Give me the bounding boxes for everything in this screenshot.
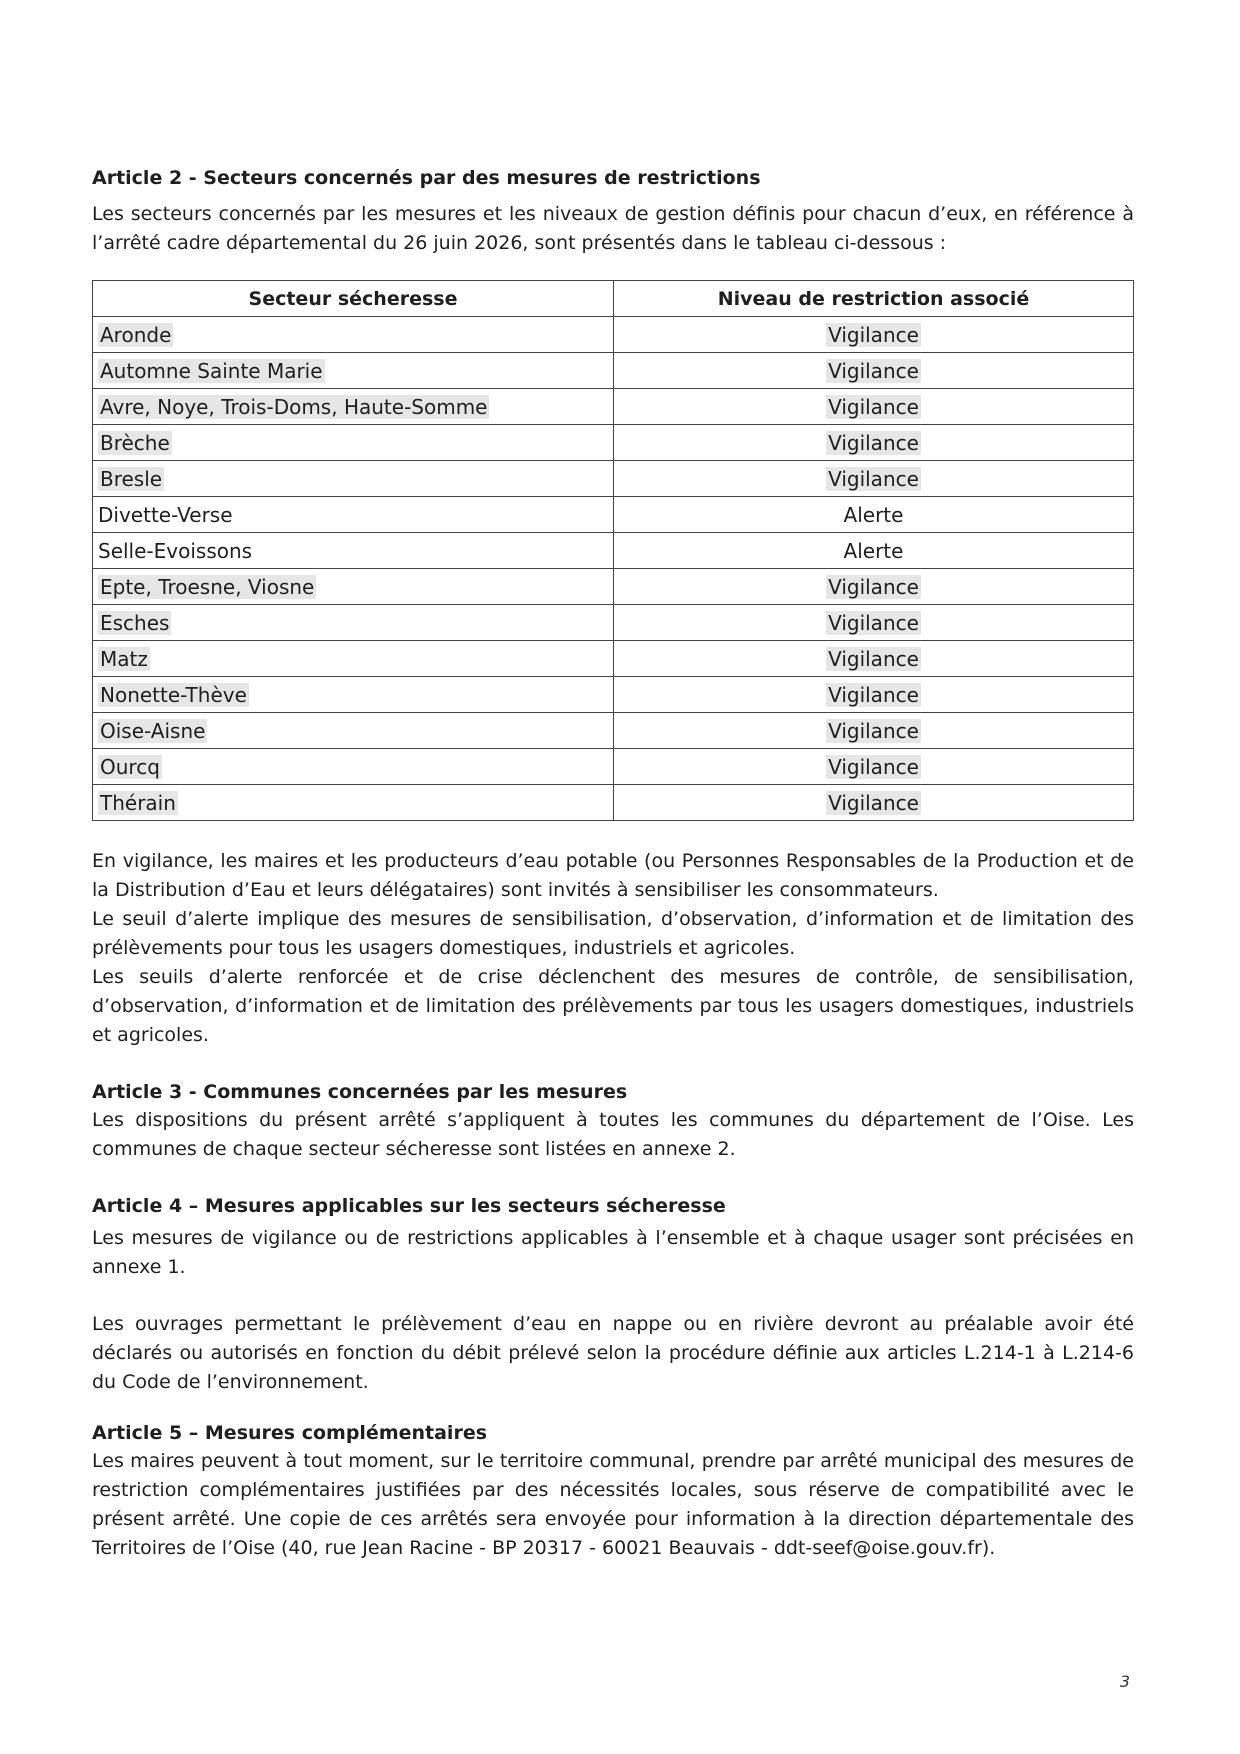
vigilance-paragraph: En vigilance, les maires et les producteurs d’eau potable (ou Personnes Responsables de la Production et de la Distribution d’Eau et leurs délégataires) sont invités à sensibiliser les consommateurs. xyxy=(92,850,1134,901)
alert-paragraph: Le seuil d’alerte implique des mesures de sensibilisation, d’observation, d’information et de limitation des prélèvements pour tous les usagers domestiques, industriels et agricoles. xyxy=(92,908,1134,959)
header-sector: Secteur sécheresse xyxy=(93,281,614,317)
table-row xyxy=(93,785,1134,821)
restriction-level: Vigilance xyxy=(828,574,919,599)
table-row xyxy=(93,497,1134,533)
article-3-heading: Article 3 - Communes concernées par les mesures xyxy=(92,1081,628,1103)
sector-name: Automne Sainte Marie xyxy=(100,358,323,383)
header-level: Niveau de restriction associé xyxy=(614,281,1134,317)
article-4-heading: Article 4 – Mesures applicables sur les secteurs sécheresse xyxy=(92,1195,726,1217)
table-row xyxy=(93,353,1134,389)
article-2-intro: Les secteurs concernés par les mesures et les niveaux de gestion définis pour chacun d’eux, en référence à l’arrêté cadre départemental du 26 juin 2026, sont présentés dans le tableau ci-dessous : xyxy=(92,203,1134,254)
restriction-level: Vigilance xyxy=(828,718,919,743)
article-5-text: Les maires peuvent à tout moment, sur le territoire communal, prendre par arrêté municipal des mesures de restriction complémentaires justifiées par des nécessités locales, sous réserve de compatibilité avec le présent arrêté. Une copie de ces arrêtés sera envoyée pour information à la direction départementale des Territoires de l’Oise (40, rue Jean Racine - BP 20317 - 60021 Beauvais - ddt-seef@oise.gouv.fr). xyxy=(92,1450,1134,1559)
restriction-level: Vigilance xyxy=(828,358,919,383)
article-3-text: Les dispositions du présent arrêté s’appliquent à toutes les communes du département de l’Oise. Les communes de chaque secteur sécheresse sont listées en annexe 2. xyxy=(92,1109,1134,1160)
restriction-level: Vigilance xyxy=(828,394,919,419)
sector-name: Aronde xyxy=(100,322,172,347)
table-header-row xyxy=(93,281,1134,317)
sector-name: Oise-Aisne xyxy=(100,718,206,743)
restriction-level: Vigilance xyxy=(828,790,919,815)
page-number: 3 xyxy=(1119,1672,1130,1691)
table-row xyxy=(93,461,1134,497)
table-row xyxy=(93,425,1134,461)
restriction-level: Vigilance xyxy=(828,754,919,779)
sector-name: Bresle xyxy=(100,466,163,491)
sector-name: Esches xyxy=(100,610,170,635)
restriction-level: Alerte xyxy=(843,502,904,527)
article-4-text-2: Les ouvrages permettant le prélèvement d’eau en nappe ou en rivière devront au préalable avoir été déclarés ou autorisés en fonction du débit prélevé selon la procédure définie aux articles L.214-1 à L.214-6 du Code de l’environnement. xyxy=(92,1313,1134,1393)
sector-name: Selle-Evoissons xyxy=(98,538,253,563)
table-row xyxy=(93,389,1134,425)
restriction-level: Vigilance xyxy=(828,646,919,671)
restriction-level: Vigilance xyxy=(828,682,919,707)
table-row xyxy=(93,713,1134,749)
table-row xyxy=(93,605,1134,641)
article-4-text-1: Les mesures de vigilance ou de restrictions applicables à l’ensemble et à chaque usager sont précisées en annexe 1. xyxy=(92,1227,1134,1278)
document-page xyxy=(92,164,1134,1563)
table-row xyxy=(93,533,1134,569)
restriction-level: Vigilance xyxy=(828,466,919,491)
sector-name: Matz xyxy=(100,646,148,671)
sector-name: Ourcq xyxy=(100,754,160,779)
sector-name: Brèche xyxy=(100,430,170,455)
restriction-level: Alerte xyxy=(843,538,904,563)
sector-name: Divette-Verse xyxy=(98,502,233,527)
sector-name: Thérain xyxy=(100,790,176,815)
sector-name: Nonette-Thève xyxy=(100,682,247,707)
article-2-heading: Article 2 - Secteurs concernés par des mesures de restrictions xyxy=(92,167,761,189)
sectors-table xyxy=(92,280,1134,821)
table-row xyxy=(93,317,1134,353)
article-5-heading: Article 5 – Mesures complémentaires xyxy=(92,1422,488,1444)
sector-name: Avre, Noye, Trois-Doms, Haute-Somme xyxy=(100,394,488,419)
table-row xyxy=(93,569,1134,605)
table-row xyxy=(93,749,1134,785)
crisis-paragraph: Les seuils d’alerte renforcée et de crise déclenchent des mesures de contrôle, de sensibilisation, d’observation, d’information et de limitation des prélèvements par tous les usagers domestiques, industriels et agricoles. xyxy=(92,966,1134,1046)
restriction-level: Vigilance xyxy=(828,610,919,635)
table-row xyxy=(93,677,1134,713)
table-row xyxy=(93,641,1134,677)
restriction-level: Vigilance xyxy=(828,322,919,347)
sector-name: Epte, Troesne, Viosne xyxy=(100,574,315,599)
restriction-level: Vigilance xyxy=(828,430,919,455)
